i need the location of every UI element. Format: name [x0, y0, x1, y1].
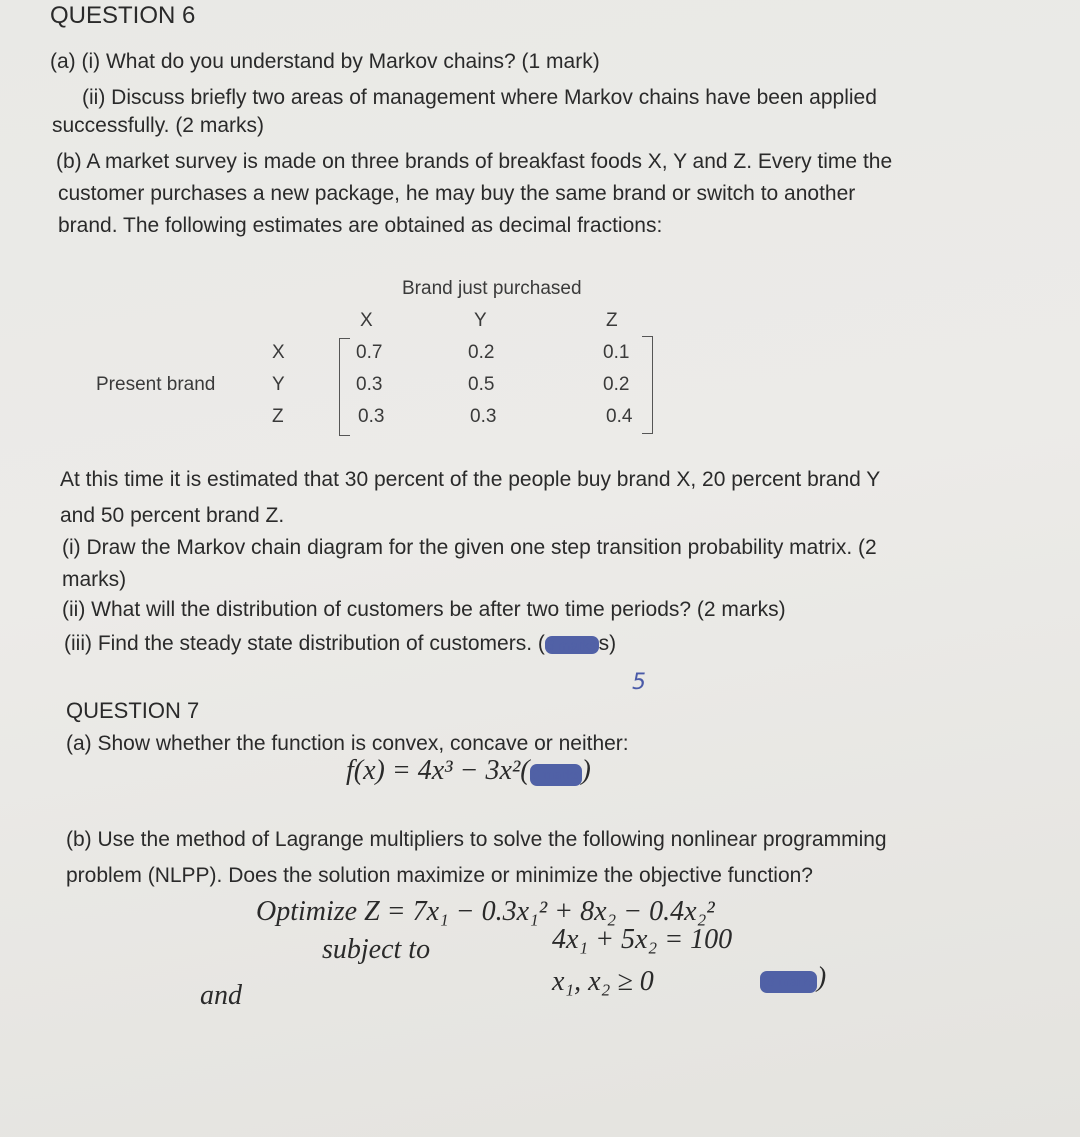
col-label-x: X — [360, 310, 373, 331]
handwritten-mark-5: 5 — [632, 670, 646, 695]
q6-a-i-text: (a) (i) What do you understand by Markov chains? (1 mark) — [50, 50, 600, 73]
matrix-cell: 0.3 — [470, 406, 497, 427]
row-label-z: Z — [272, 406, 284, 427]
q7-b-line1: (b) Use the method of Lagrange multipliers to solve the following nonlinear programming — [66, 828, 887, 851]
q6-b-line1: (b) A market survey is made on three brands of breakfast foods X, Y and Z. Every time the — [56, 150, 893, 173]
q7-subject-to: subject to — [322, 934, 431, 965]
q6-part-iii-close: s) — [598, 632, 617, 655]
q6-part-i-line1: (i) Draw the Markov chain diagram for the given one step transition probability matrix. (2 — [62, 536, 877, 559]
crossed-out-marks: 3 marks — [546, 637, 597, 653]
crossed-out-marks: (8 marks — [760, 971, 817, 993]
q7-marks — [760, 962, 826, 994]
matrix-cell: 0.5 — [468, 374, 495, 395]
q6-a-ii-line1: (ii) Discuss briefly two areas of management where Markov chains have been applied — [82, 86, 877, 109]
col-label-y: Y — [474, 310, 487, 331]
question-6-heading: QUESTION 6 — [50, 2, 196, 29]
function-close: ) — [581, 755, 591, 786]
matrix-cell: 0.3 — [356, 374, 383, 395]
q7-and: and — [200, 980, 242, 1011]
matrix-left-bracket — [339, 338, 350, 436]
row-label-x: X — [272, 342, 285, 363]
matrix-cell: 0.4 — [606, 406, 633, 427]
q6-b-line2: customer purchases a new package, he may buy the same brand or switch to another — [58, 182, 856, 205]
function-expression: f(x) = 4x³ − 3x²( — [346, 755, 530, 786]
q6-a-ii-line2: successfully. (2 marks) — [52, 114, 264, 137]
q6-b-line3: brand. The following estimates are obtained as decimal fractions: — [58, 214, 663, 237]
q7-constraint: 4x₁ + 5x₂ = 100 — [552, 924, 733, 955]
col-label-z: Z — [606, 310, 618, 331]
marks-close: ) — [816, 962, 827, 993]
q6-part-ii: (ii) What will the distribution of customers be after two time periods? (2 marks) — [62, 598, 786, 621]
matrix-right-bracket — [642, 336, 653, 434]
q6-distribution-line1: At this time it is estimated that 30 percent of the people buy brand X, 20 percent brand Y — [60, 468, 881, 491]
crossed-out-marks: 8 marks — [530, 764, 582, 786]
matrix-row-header: Present brand — [96, 374, 216, 395]
q6-part-iii-text: (iii) Find the steady state distribution of customers. ( — [64, 632, 545, 655]
q7-nonnegativity: x₁, x₂ ≥ 0 — [552, 966, 654, 997]
q7-a-text: (a) Show whether the function is convex, concave or neither: — [66, 732, 629, 755]
q6-part-iii — [64, 628, 616, 659]
matrix-col-header: Brand just purchased — [402, 278, 582, 299]
matrix-cell: 0.3 — [358, 406, 385, 427]
matrix-cell: 0.2 — [468, 342, 495, 363]
q6-distribution-line2: and 50 percent brand Z. — [60, 504, 285, 527]
q7-function — [346, 755, 591, 787]
q7-objective: Optimize Z = 7x₁ − 0.3x₁² + 8x₂ − 0.4x₂² — [256, 896, 715, 927]
question-7-heading: QUESTION 7 — [66, 698, 200, 723]
q7-b-line2: problem (NLPP). Does the solution maximize or minimize the objective function? — [66, 864, 813, 887]
matrix-cell: 0.1 — [603, 342, 630, 363]
q6-part-i-line2: marks) — [62, 568, 127, 591]
matrix-cell: 0.2 — [603, 374, 630, 395]
matrix-cell: 0.7 — [356, 342, 383, 363]
row-label-y: Y — [272, 374, 285, 395]
